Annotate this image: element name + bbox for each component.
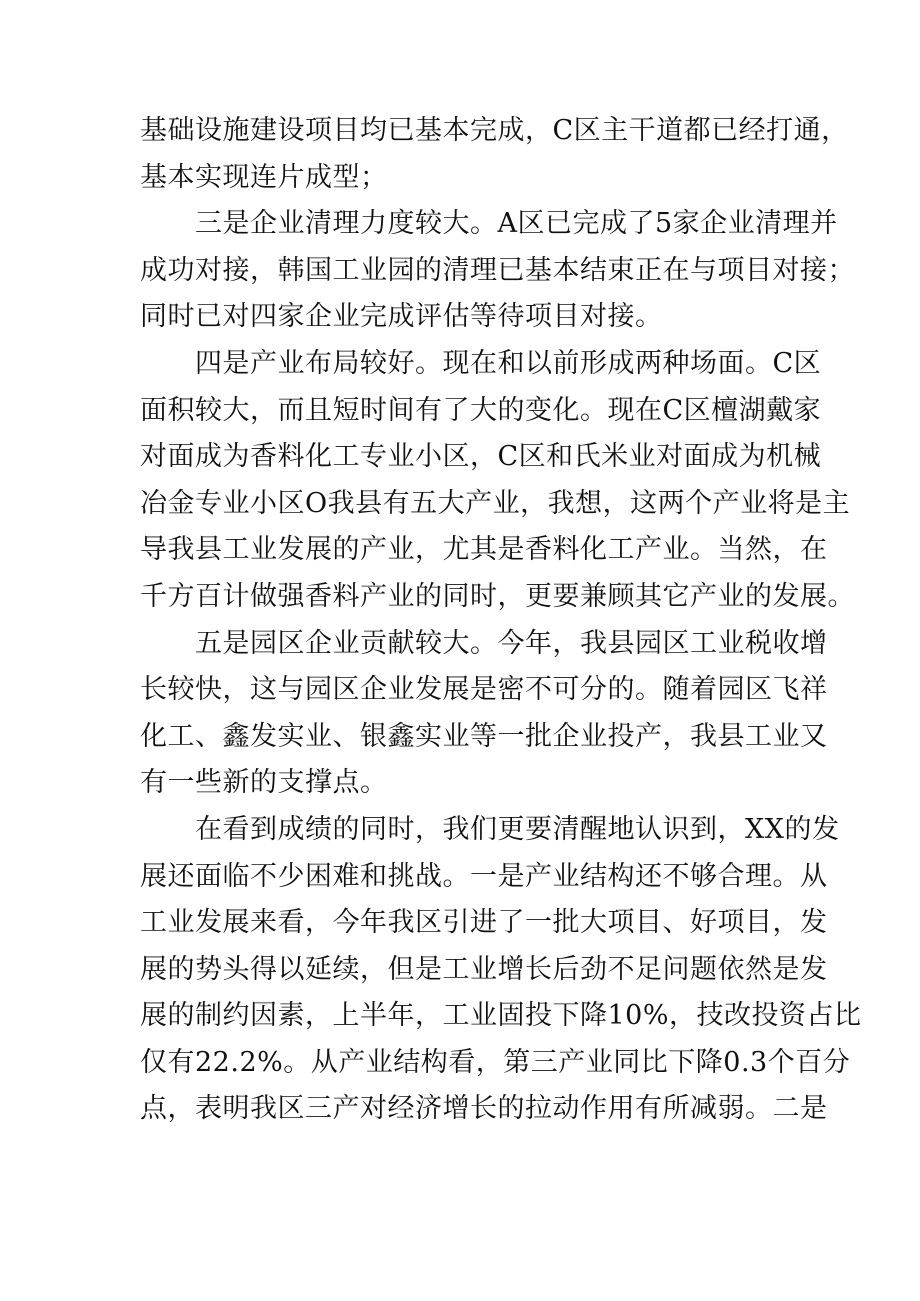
text-line: 化工、鑫发实业、银鑫实业等一批企业投产，我县工业又 — [140, 720, 828, 752]
text-line: 展的势头得以延续，但是工业增长后劲不足问题依然是发 — [140, 953, 828, 985]
text-line: 同时已对四家企业完成评估等待项目对接。 — [140, 301, 663, 333]
text-line: 对面成为香料化工专业小区，C区和氏米业对面成为机械 — [140, 441, 822, 473]
text-line: 基本实现连片成型； — [140, 161, 388, 193]
text-line: 五是园区企业贡献较大。今年，我县园区工业税收增 — [195, 627, 828, 659]
text-line: 面积较大，而且短时间有了大的变化。现在C区檀湖戴家 — [140, 394, 822, 426]
text-line: 千方百计做强香料产业的同时，更要兼顾其它产业的发展。 — [140, 580, 855, 612]
text-line: 有一些新的支撑点。 — [140, 767, 388, 799]
text-line: 三是企业清理力度较大。A区已完成了5家企业清理并 — [195, 208, 838, 240]
body-text — [140, 108, 862, 1133]
text-line: 基础设施建设项目均已基本完成，C区主干道都已经打通， — [140, 115, 849, 146]
text-line: 工业发展来看，今年我区引进了一批大项目、好项目，发 — [140, 907, 828, 939]
text-line: 长较快，这与园区企业发展是密不可分的。随着园区飞祥 — [140, 674, 828, 706]
text-line: 在看到成绩的同时，我们更要清醒地认识到，XX的发 — [195, 813, 840, 845]
text-line: 展的制约因素，上半年，工业固投下降10%，技改投资占比 — [140, 1000, 862, 1032]
text-line: 冶金专业小区O我县有五大产业，我想，这两个产业将是主 — [140, 487, 851, 519]
text-line: 导我县工业发展的产业，尤其是香料化工产业。当然，在 — [140, 534, 828, 566]
text-line: 成功对接，韩国工业园的清理已基本结束正在与项目对接； — [140, 254, 855, 286]
text-line: 展还面临不少困难和挑战。一是产业结构还不够合理。从 — [140, 860, 828, 892]
text-line: 四是产业布局较好。现在和以前形成两种场面。C区 — [195, 347, 822, 379]
text-line: 仅有22.2%。从产业结构看，第三产业同比下降0.3个百分 — [140, 1046, 851, 1078]
text-line: 点，表明我区三产对经济增长的拉动作用有所减弱。二是 — [140, 1093, 828, 1125]
